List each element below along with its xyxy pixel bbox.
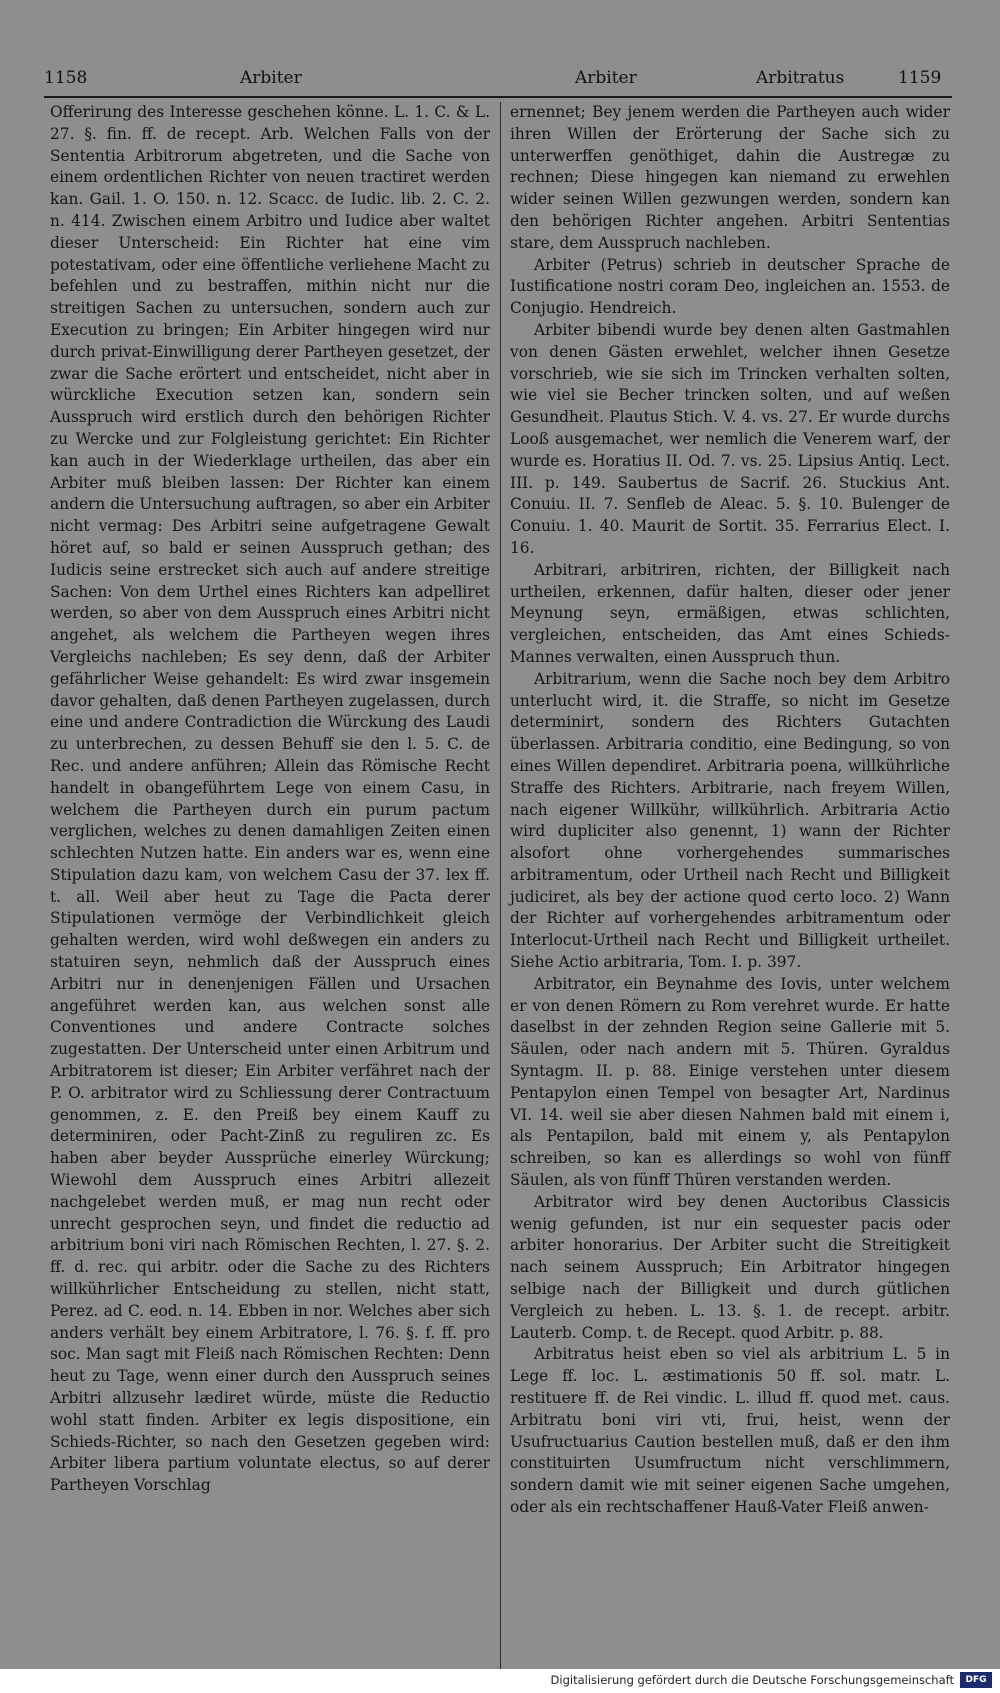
entry-paragraph: ernennet; Bey jenem werden die Partheyen auch wider ihren Willen der Erörterung der Sache sich zu unterwerffen genöthiget, dahin die Austregæ zu rechnen; Diese hingegen kan niemand zu erwehlen wider seinen Willen gezwungen werden, sondern kan den behörigen Richter angehen. Arbitri Sententias stare, dem Ausspruch nachleben. (510, 103, 950, 252)
entry-arbitrari: Arbitrari, arbitriren, richten, der Billigkeit nach urtheilen, erkennen, dafür halten, dieser oder jener Meynung seyn, ermäßigen, etwas schlichten, vergleichen, entscheiden, das Amt eines Schieds-Mannes verwalten, einen Ausspruch thun. (510, 560, 950, 666)
header-rule (44, 96, 952, 98)
running-header (0, 62, 1000, 92)
left-running-title: Arbiter (240, 68, 302, 88)
entry-arbitrator: Arbitrator wird bey denen Auctoribus Classicis wenig gefunden, ist nur ein sequester pacis oder arbiter honorarius. Der Arbiter sucht die Streitigkeit nach seinem Ausspruch; Ein Arbitrator hingegen selbige nach der Billigkeit und durch gütlichen Vergleich zu heben. L. 13. §. 1. de recept. arbitr. Lauterb. Comp. t. de Recept. quod Arbitr. p. 88. (510, 1192, 950, 1342)
left-column (50, 102, 490, 1497)
right-running-title-1: Arbiter (575, 68, 637, 88)
left-paragraph: Offerirung des Interesse geschehen könne. L. 1. C. & L. 27. §. fin. ff. de recept. Arb. Welchen Falls von der Sententia Arbitrorum abgetreten, und die Sache von einem ordentlichen Richter von neuen tractiret werden kan. Gail. 1. O. 150. n. 12. Scacc. de Iudic. lib. 2. C. 2. n. 414. Zwischen einem Arbitro und Iudice aber waltet dieser Unterscheid: Ein Richter hat eine vim potestativam, oder eine öffentliche verliehene Macht zu befehlen und zu bestraffen, mithin nicht nur die streitigen Sachen zu untersuchen, sondern auch zur Execution zu bringen; Ein Arbiter hingegen wird nur durch privat-Einwilligung derer Partheyen gesetzet, der zwar die Sache erörtert und entscheidet, nicht aber in würckliche Execution setzen kan, sondern sein Ausspruch wird erstlich durch den behörigen Richter zu Wercke und zur Folgleistung gerichtet: Ein Richter kan auch in der Wiederklage urtheilen, das aber ein Arbiter muß bleiben lassen: Der Richter kan einem andern die Untersuchung auftragen, so aber ein Arbiter nicht vermag: Des Arbitri seine aufgetragene Gewalt höret auf, so bald er seinen Ausspruch gethan; des Iudicis seine erstrecket sich auch auf andere streitige Sachen: Von dem Urthel eines Richters kan adpelliret werden, so aber von dem Ausspruch eines Arbitri nicht angehet, als welchem die Partheyen wegen ihres Vergleichs nachleben; Es sey denn, daß der Arbiter gefährlicher Weise gehandelt: Es wird zwar insgemein davor gehalten, daß denen Partheyen zugelassen, durch eine und andere Contradiction die Würckung des Laudi zu unterbrechen, zu dessen Behuff sie den l. 5. C. de Rec. und andere anführen; Allein das Römische Recht handelt in obangeführtem Lege von einem Casu, in welchem die Partheyen durch ein purum pactum verglichen, welches zu denen damahligen Zeiten einen schlechten Nutzen hatte. Ein anders war es, wenn eine Stipulation dazu kam, von welchem Casu der 37. lex ff. t. all. Weil aber heut zu Tage die Pacta derer Stipulationen vermöge der Verbindlichkeit gleich gehalten werden, wird wohl deßwegen ein anders zu statuiren seyn, nehmlich daß der Ausspruch eines Arbitri nur in denenjenigen Fällen und Ursachen angeführet werden kan, aus welchen sonst alle Conventiones und andere Contracte solches zugestatten. Der Unterscheid unter einen Arbitrum und Arbitratorem ist dieser; Ein Arbiter verfähret nach der P. O. arbitrator wird zu Schliessung derer Contractuum genommen, z. E. den Preiß bey einem Kauff zu determiniren, oder Pacht-Zinß zu reguliren zc. Es haben aber beyder Aussprüche einerley Würckung; Wiewohl dem Ausspruch eines Arbitri allezeit nachgelebet werden muß, er mag nun recht oder unrecht gesprochen seyn, und findet die reductio ad arbitrium boni viri nach Römischen Rechten, l. 27. §. 2. ff. d. rec. qui arbitr. oder die Sache zu des Richters willkührlicher Entscheidung zu stellen, nicht statt, Perez. ad C. eod. n. 14. Ebben in nor. Welches aber sich anders verhält bey einem Arbitratore, l. 76. §. f. ff. pro soc. Man sagt mit Fleiß nach Römischen Rechten: Denn heut zu Tage, wenn einer durch den Ausspruch seines Arbitri allzusehr lædiret würde, müste die Reductio wohl statt finden. Arbiter ex legis dispositione, ein Schieds-Richter, so nach den Gesetzen gegeben wird: Arbiter libera partium voluntate electus, so auf derer Partheyen Vorschlag (50, 103, 490, 1495)
entry-arbitrator-iovis: Arbitrator, ein Beynahme des Iovis, unter welchem er von denen Römern zu Rom verehret wurde. Er hatte daselbst in der zehnden Region seine Gallerie mit 5. Säulen, oder nach andern mit 5. Thüren. Gyraldus Syntagm. II. p. 88. Einige verstehen unter diesem Pentapylon einen Tempel von besagter Art, Nardinus VI. 14. weil sie aber diesen Nahmen bald mit einem i, als Pentapilon, bald mit einem y, als Pentapylon schreiben, so kan es allerdings so wohl von fünff Säulen, als von fünff Thüren verstanden werden. (510, 974, 950, 1190)
entry-arbitrarium: Arbitrarium, wenn die Sache noch bey dem Arbitro unterlucht wird, it. die Straffe, so nicht im Gesetze determinirt, sondern des Richters Gutachten überlassen. Arbitraria conditio, eine Bedingung, so von eines Willen dependiret. Arbitraria poena, willkührliche Straffe des Richters. Arbitrarie, nach freyem Willen, nach eigener Willkühr, willkührlich. Arbitraria Actio wird dupliciter also genennt, 1) wann der Richter alsofort ohne vorhergehendes summarisches arbitramentum, oder Urtheil nach Recht und Billigkeit judiciret, als bey der actione quod certo loco. 2) Wann der Richter auf vorhergehendes arbitramentum oder Interlocut-Urtheil nach Recht und Billigkeit urtheilet. Siehe Actio arbitraria, Tom. I. p. 397. (510, 669, 950, 972)
column-divider (500, 102, 501, 1682)
right-running-title-2: Arbitratus (756, 68, 845, 88)
right-page-number: 1159 (898, 68, 942, 88)
footer-bar (0, 1669, 1000, 1693)
right-column (510, 102, 950, 1519)
entry-arbiter-petrus: Arbiter (Petrus) schrieb in deutscher Sprache de Iustificatione nostri coram Deo, ingleichen an. 1553. de Conjugio. Hendreich. (510, 255, 950, 318)
dfg-logo-icon: DFG (960, 1672, 992, 1688)
left-page-number: 1158 (44, 68, 88, 88)
entry-arbiter-bibendi: Arbiter bibendi wurde bey denen alten Gastmahlen von denen Gästen erwehlet, welcher ihnen Gesetze vorschrieb, wie sie sich im Trincken verhalten solten, wie viel sie Becher trincken solten, und auf weßen Gesundheit. Plautus Stich. V. 4. vs. 27. Er wurde durchs Looß ausgemachet, wer nemlich die Venerem warf, der wurde es. Horatius II. Od. 7. vs. 25. Lipsius Antiq. Lect. III. p. 149. Saubertus de Sacrif. 26. Stuckius Ant. Conuiu. II. 7. Senfleb de Aleac. 5. §. 10. Bulenger de Conuiu. 1. 40. Maurit de Sortit. 35. Ferrarius Elect. I. 16. (510, 320, 950, 557)
footer-credit: Digitalisierung gefördert durch die Deutsche Forschungsgemeinschaft (550, 1673, 954, 1687)
entry-arbitratus: Arbitratus heist eben so viel als arbitrium L. 5 in Lege ff. loc. L. æstimationis 50 ff. sol. matr. L. restituere ff. de Rei vindic. L. illud ff. quod met. caus. Arbitratu boni viri vti, frui, heist, wenn der Usufructuarius Caution bestellen muß, daß er den ihm constituirten Usumfructum nicht verschlimmern, sondern damit wie mit seiner eigenen Sache umgehen, oder als ein rechtschaffener Hauß-Vater Fleiß anwen- (510, 1345, 950, 1516)
